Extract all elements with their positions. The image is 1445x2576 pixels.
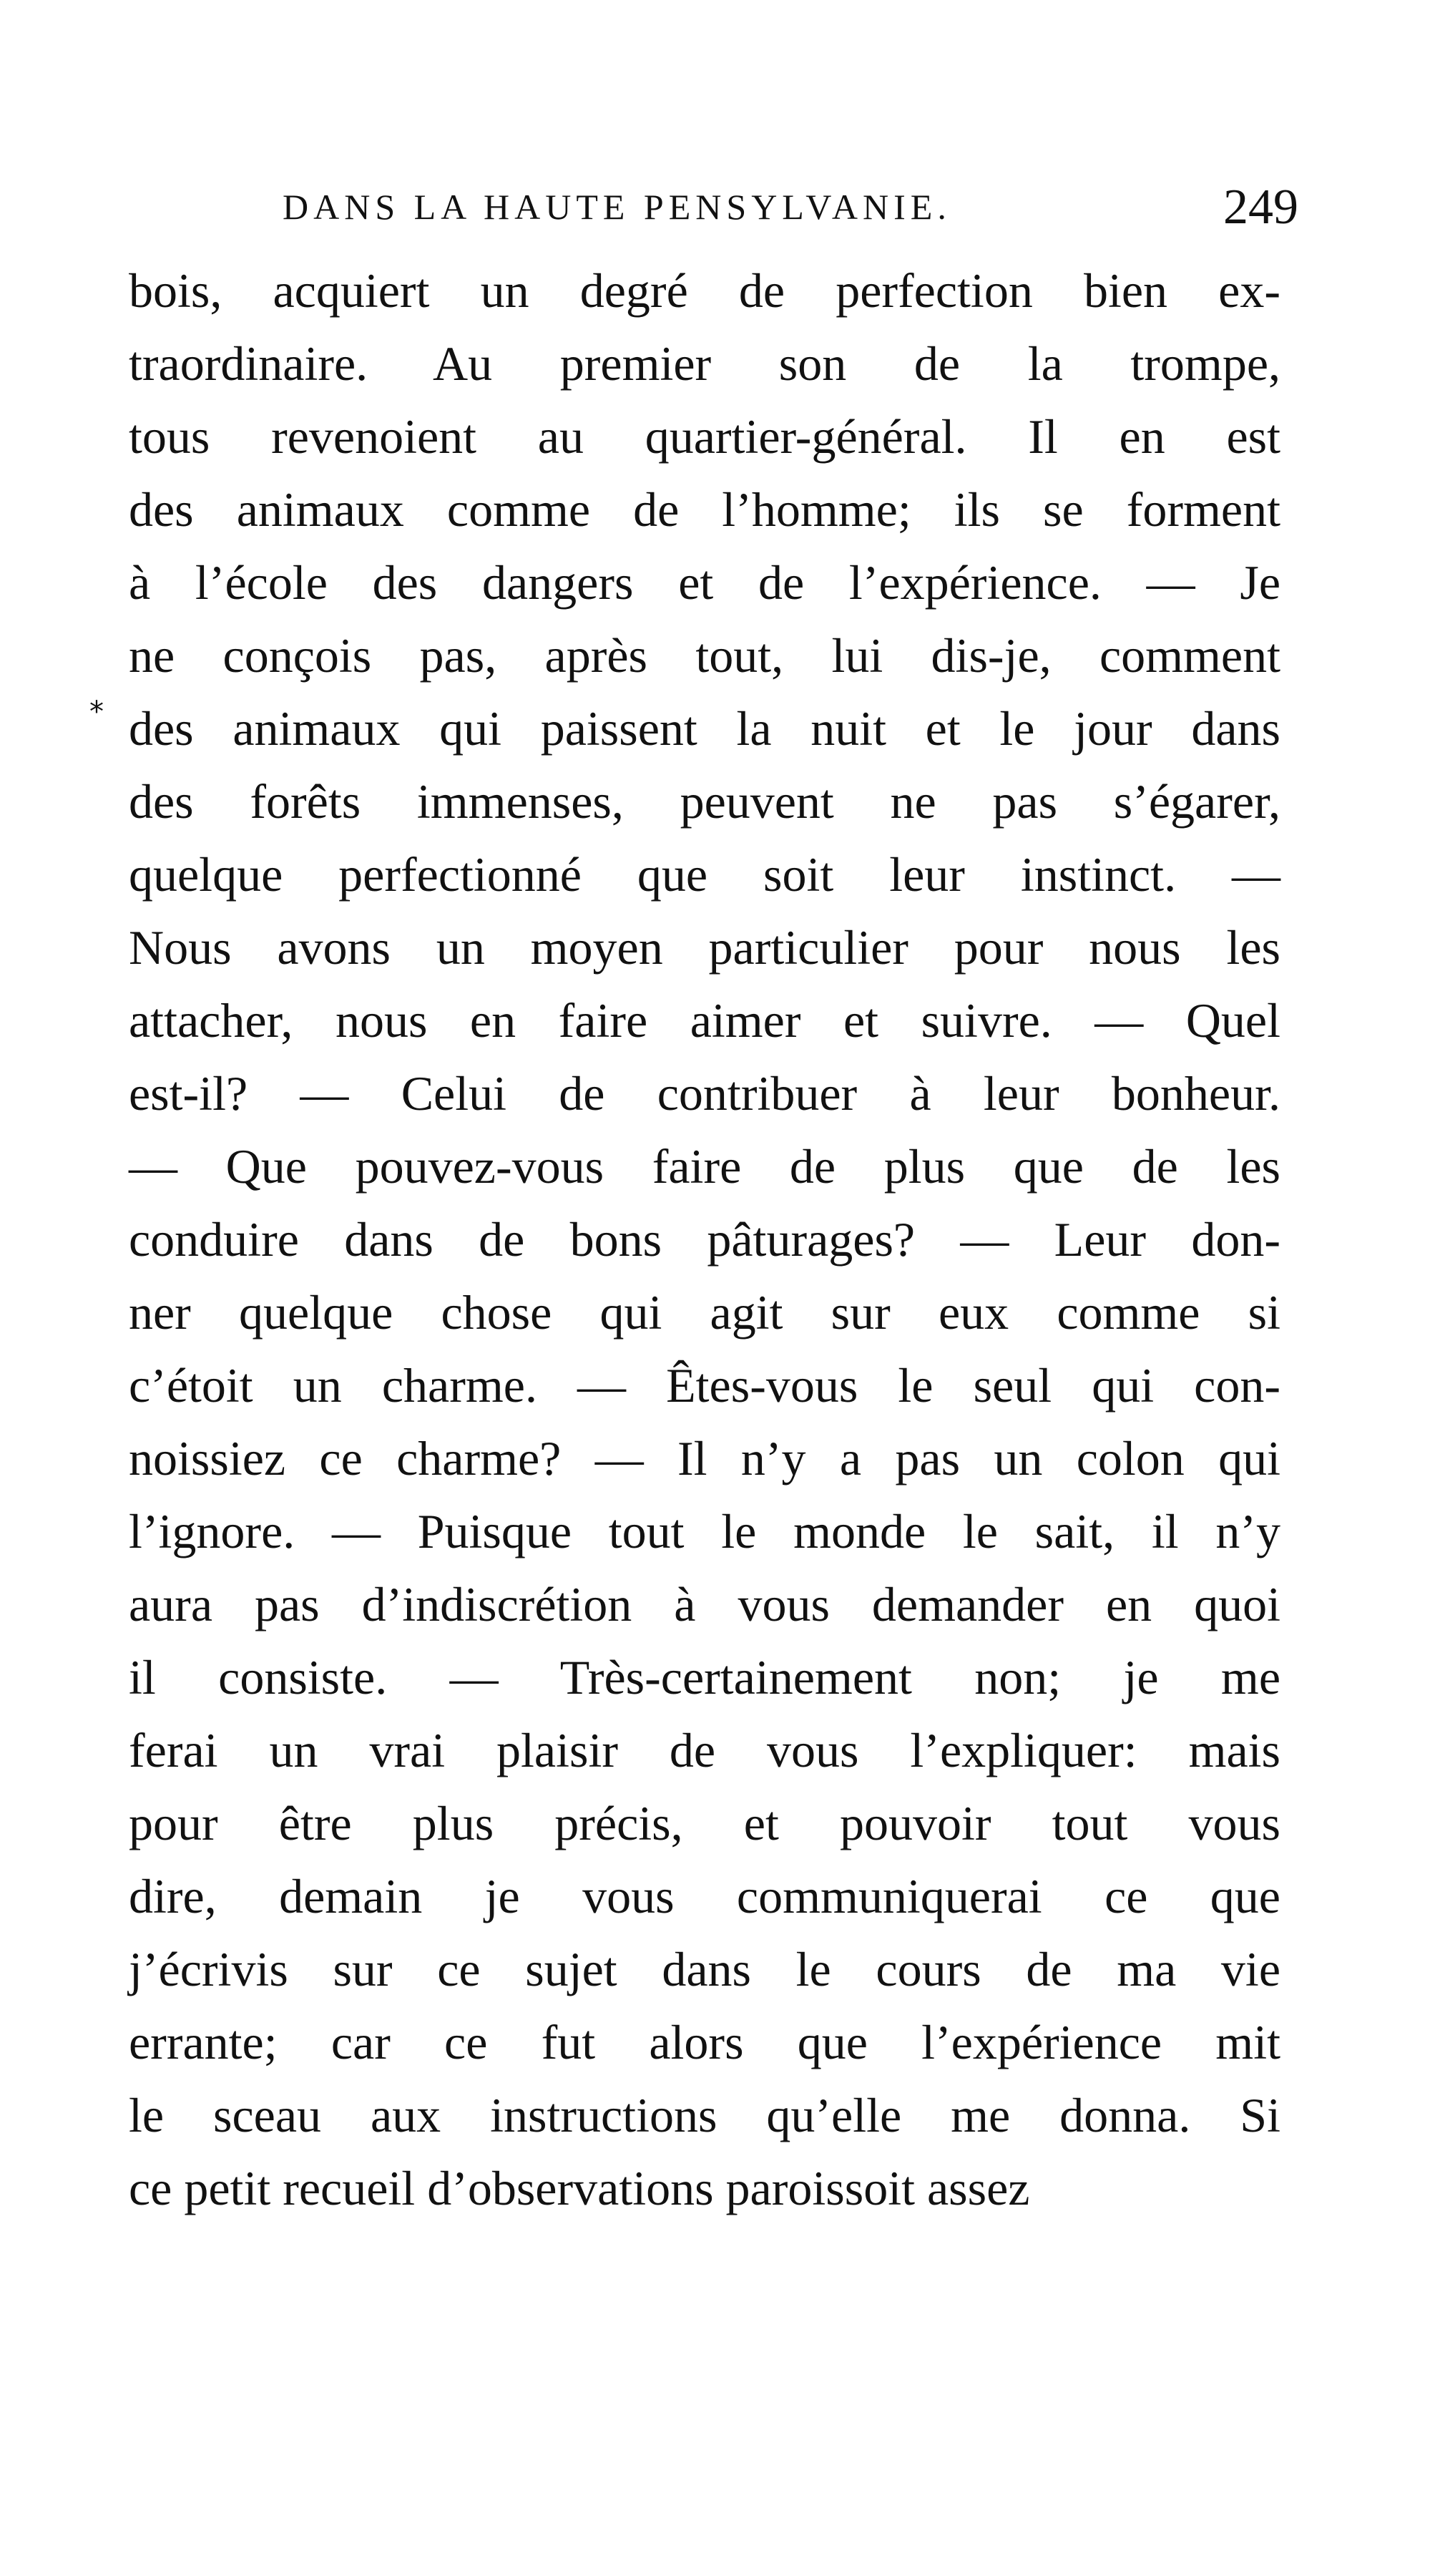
running-title: DANS LA HAUTE PENSYLVANIE. (283, 187, 951, 227)
text-line: tous revenoient au quartier-général. Il en est (129, 409, 1280, 464)
text-line: errante; car ce fut alors que l’expérience mit (129, 2015, 1280, 2069)
text-line: c’étoit un charme. — Êtes-vous le seul qui con- (129, 1358, 1280, 1413)
text-line: aura pas d’indiscrétion à vous demander en quoi (129, 1577, 1280, 1631)
text-line: dire, demain je vous communiquerai ce que (129, 1869, 1280, 1923)
text-line: ferai un vrai plaisir de vous l’expliquer: mais (129, 1723, 1280, 1777)
text-line: attacher, nous en faire aimer et suivre. — Quel (129, 993, 1280, 1048)
text-line: j’écrivis sur ce sujet dans le cours de ma vie (129, 1942, 1280, 1996)
text-line: ner quelque chose qui agit sur eux comme si (129, 1285, 1280, 1340)
text-line: conduire dans de bons pâturages? — Leur don- (129, 1212, 1280, 1267)
text-line: noissiez ce charme? — Il n’y a pas un colon qui (129, 1431, 1280, 1485)
text-line: l’ignore. — Puisque tout le monde le sait, il n’y (129, 1504, 1280, 1558)
text-line: à l’école des dangers et de l’expérience. — Je (129, 555, 1280, 610)
text-line: pour être plus précis, et pouvoir tout vous (129, 1796, 1280, 1850)
text-line: des forêts immenses, peuvent ne pas s’égarer, (129, 774, 1280, 829)
text-line: traordinaire. Au premier son de la trompe, (129, 336, 1280, 391)
margin-asterisk: * (89, 696, 104, 728)
text-line: quelque perfectionné que soit leur instinct. — (129, 847, 1280, 902)
body-text (129, 254, 1280, 2225)
text-line: est-il? — Celui de contribuer à leur bonheur. (129, 1066, 1280, 1121)
text-line: des animaux qui paissent la nuit et le jour dans (129, 701, 1280, 756)
text-line: — Que pouvez-vous faire de plus que de les (129, 1139, 1280, 1194)
text-line: il consiste. — Très-certainement non; je me (129, 1650, 1280, 1704)
page-number: 249 (1223, 180, 1298, 235)
text-line: ce petit recueil d’observations paroissoit assez (129, 2161, 1030, 2215)
text-line: le sceau aux instructions qu’elle me donna. Si (129, 2088, 1280, 2142)
text-line: bois, acquiert un degré de perfection bien ex- (129, 263, 1280, 318)
text-line: ne conçois pas, après tout, lui dis-je, comment (129, 628, 1280, 683)
page-header (283, 179, 1298, 243)
text-line: des animaux comme de l’homme; ils se forment (129, 482, 1280, 537)
text-line: Nous avons un moyen particulier pour nous les (129, 920, 1280, 975)
